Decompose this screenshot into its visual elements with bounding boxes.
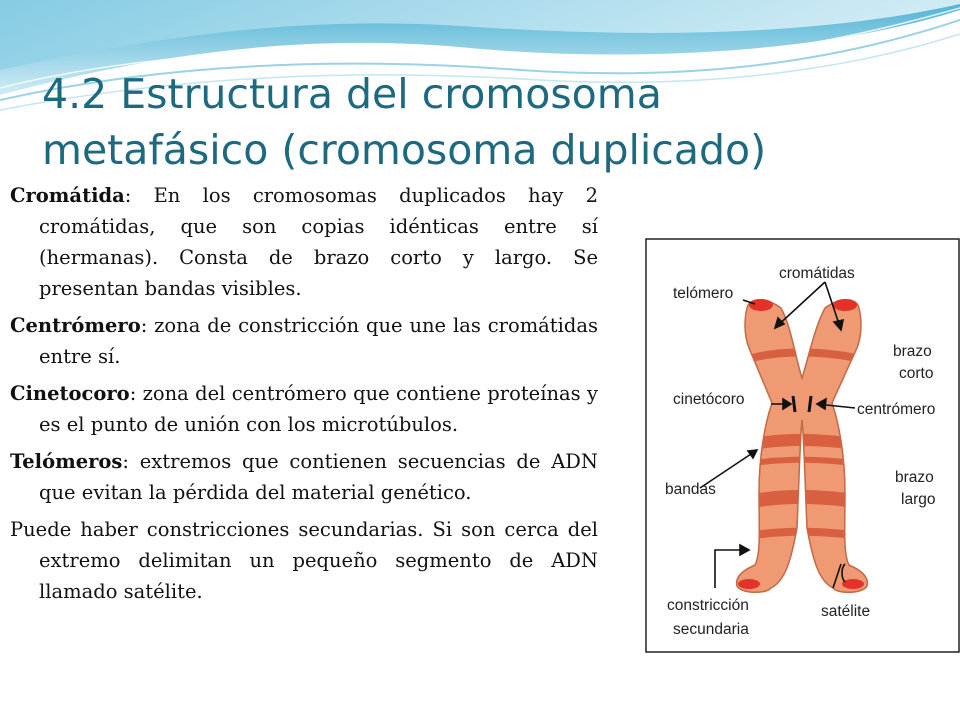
slide-title-line-1: 4.2 Estructura del cromosoma <box>42 70 662 118</box>
slide-title-line-2: metafásico (cromosoma duplicado) <box>42 126 767 174</box>
paragraph-telomeros <box>10 446 598 508</box>
label-constriccion-1: constricción <box>667 597 749 614</box>
paragraph-cinetocoro <box>10 378 598 440</box>
definition-cromatida: : En los cromosomas duplicados hay 2 cromátidas, que son copias idénticas entre sí (hermanas). Consta de brazo corto y largo. Se presentan bandas visibles. <box>39 184 598 300</box>
term-cinetocoro: Cinetocoro <box>10 382 130 405</box>
paragraph-centromero <box>10 310 598 372</box>
label-centromero: centrómero <box>857 401 936 418</box>
definition-cinetocoro: : zona del centrómero que contiene proteínas y es el punto de unión con los microtúbulos. <box>39 382 598 436</box>
label-bandas: bandas <box>665 481 716 498</box>
telomere-top-left <box>749 299 773 311</box>
label-brazo-largo-2: largo <box>901 491 936 508</box>
definition-centromero: : zona de constricción que une las cromátidas entre sí. <box>39 314 598 368</box>
chromosome-diagram <box>645 238 960 653</box>
slide-title <box>42 66 922 178</box>
label-brazo-largo-1: brazo <box>895 469 934 486</box>
telomere-bottom-left <box>738 579 760 589</box>
term-cromatida: Cromátida <box>10 184 125 207</box>
kinetochore-left <box>793 396 795 412</box>
telomere-bottom-right <box>842 579 864 589</box>
label-telomero: telómero <box>673 285 734 302</box>
label-satelite: satélite <box>821 603 871 620</box>
definition-telomeros: : extremos que contienen secuencias de ADN que evitan la pérdida del material genético. <box>39 450 598 504</box>
label-brazo-corto-2: corto <box>899 365 934 382</box>
term-centromero: Centrómero <box>10 314 141 337</box>
term-telomeros: Telómeros <box>10 450 123 473</box>
label-brazo-corto-1: brazo <box>893 343 932 360</box>
body-text <box>10 180 598 613</box>
label-constriccion-2: secundaria <box>673 621 749 638</box>
kinetochore-right <box>809 396 811 412</box>
telomere-top-right <box>833 299 857 311</box>
label-cinetocoro: cinetócoro <box>673 391 745 408</box>
label-cromatidas: cromátidas <box>779 265 855 282</box>
definition-constricciones: Puede haber constricciones secundarias. Si son cerca del extremo delimitan un pequeño segmento de ADN llamado satélite. <box>10 518 598 603</box>
paragraph-cromatida <box>10 180 598 304</box>
paragraph-constricciones <box>10 514 598 607</box>
